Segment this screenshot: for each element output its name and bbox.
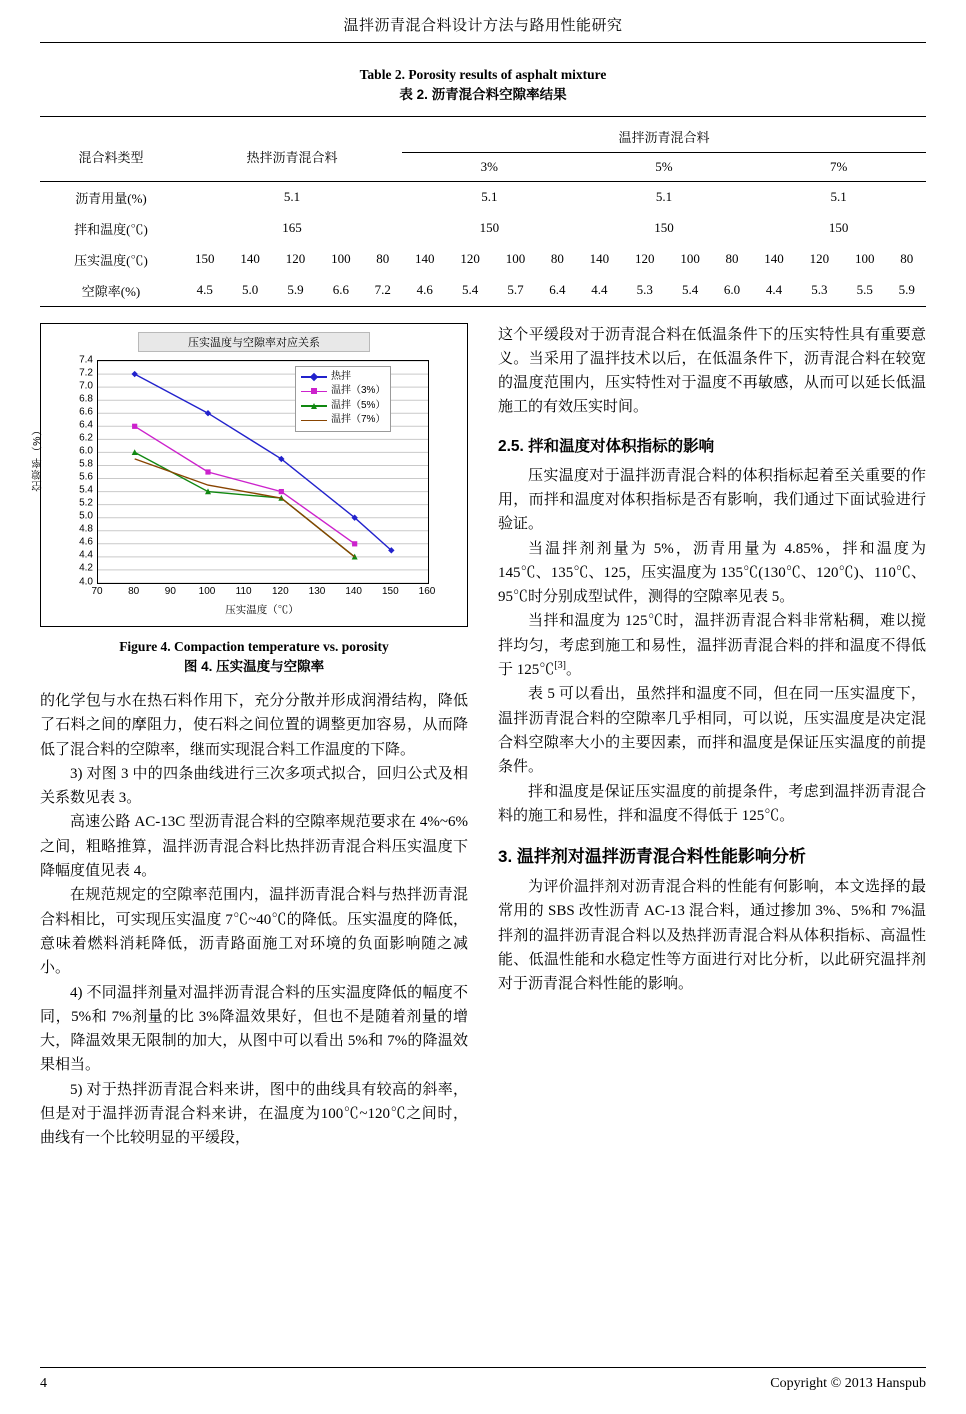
table-row: [40, 213, 926, 244]
cell: 5.5: [856, 282, 873, 297]
page-footer: [40, 1367, 926, 1392]
cell: 100: [331, 251, 351, 266]
cell: 80: [725, 251, 739, 266]
right-paragraph-6: 拌和温度是保证压实温度的前提条件，考虑到温拌沥青混合料的施工和易性，拌和温度不得低于 125℃。: [498, 783, 926, 824]
legend-label: 温拌（5%）: [331, 399, 386, 411]
cell-warm-3: 150: [479, 220, 500, 235]
table-caption-en: Table 2. Porosity results of asphalt mixture: [359, 67, 607, 82]
chart-y-tick: 6.4: [79, 419, 93, 431]
row-label-porosity: 空隙率(%): [81, 283, 141, 299]
cell: 4.4: [765, 282, 783, 297]
cell: 140: [240, 251, 260, 266]
cell: 80: [550, 251, 564, 266]
legend-swatch-icon: [301, 373, 327, 381]
cell-warm-5: 150: [654, 220, 674, 235]
legend-label: 热拌: [331, 370, 351, 382]
legend-swatch-icon: [301, 402, 327, 410]
cell: 5.4: [461, 282, 479, 297]
right-paragraph-4-tail: 。: [565, 662, 581, 679]
cell: 140: [589, 251, 610, 266]
cell-warm-3: 5.1: [481, 189, 498, 204]
chart-x-tick: 150: [381, 585, 399, 597]
chart-y-tick: 4.8: [79, 523, 93, 535]
cell-hot: 5.1: [283, 189, 301, 204]
chart-legend-item: [301, 370, 385, 385]
cell: 5.7: [507, 282, 524, 297]
chart-legend-item: [301, 384, 385, 399]
chart-title: 压实温度与空隙率对应关系: [138, 332, 370, 352]
chart-y-tick: 5.4: [79, 484, 93, 496]
chart-x-tick: 70: [91, 585, 103, 597]
cell: 140: [414, 251, 435, 266]
cell: 120: [285, 251, 306, 266]
header-warm-7: 7%: [829, 158, 848, 174]
cell: 5.0: [241, 282, 259, 297]
right-paragraph-3: 当温拌剂剂量为 5%，沥青用量为 4.85%，拌和温度为 145℃、135℃、125，压实温度为 135℃(130℃、120℃)、110℃、95℃时分别成型试件，测得的空隙率见表 5。: [498, 540, 926, 606]
chart-x-tick: 100: [198, 585, 216, 597]
cell: 4.5: [196, 282, 213, 297]
cell: 120: [460, 251, 480, 266]
cell: 5.9: [898, 282, 915, 297]
chart-y-tick: 4.4: [79, 549, 93, 561]
citation-ref-3: [3]: [554, 660, 566, 672]
right-paragraph-4: [498, 609, 926, 682]
table-caption-cn: 表 2. 沥青混合料空隙率结果: [399, 87, 567, 103]
legend-swatch-icon: [301, 416, 327, 424]
header-divider: [40, 42, 926, 43]
left-paragraph-6: 5) 对于热拌沥青混合料来讲，图中的曲线具有较高的斜率，但是对于温拌沥青混合料来讲，在温度为100℃~120℃之间时，曲线有一个比较明显的平缓段，: [40, 1081, 468, 1147]
chart-y-tick: 6.6: [79, 406, 93, 418]
chart-x-tick: 160: [418, 585, 436, 597]
figure-caption: [40, 637, 468, 678]
left-paragraph-5: 4) 不同温拌剂量对温拌沥青混合料的压实温度降低的幅度不同，5%和 7%剂量的比 3%降温效果好，但也不是随着剂量的增大，降温效果无限制的加大，从图中可以看出 5%和 7%的降温效果相当。: [40, 984, 468, 1074]
chart-y-tick: 7.4: [79, 354, 93, 365]
chart-legend: [295, 366, 391, 432]
chart-y-tick: 6.8: [79, 393, 93, 405]
table-row-compaction-temp: [40, 244, 926, 275]
chart-x-tick: 110: [235, 585, 252, 597]
right-paragraph-7: 为评价温拌剂对沥青混合料的性能有何影响，本文选择的最常用的 SBS 改性沥青 AC-13 混合料，通过掺加 3%、5%和 7%温拌剂的温拌沥青混合料以及热拌沥青混合料从体积指标、高温性能、低温性能和水稳定性等方面进行对比分析，以此研究温拌剂对于沥青混合料性能的影响。: [498, 879, 926, 993]
cell: 80: [376, 251, 390, 266]
right-paragraph-4-text: 当拌和温度为 125℃时，温拌沥青混合料非常粘稠，难以搅拌均匀，考虑到施工和易性，温拌沥青混合料的拌和温度不得低于 125℃: [498, 613, 926, 679]
chart-y-tick: 5.6: [79, 471, 93, 483]
chart-x-tick: 140: [345, 585, 362, 597]
cell: 140: [764, 251, 784, 266]
header-warm-5: 5%: [655, 158, 673, 174]
right-column: [498, 323, 926, 1151]
porosity-table: [40, 116, 926, 307]
figure-caption-en: Figure 4. Compaction temperature vs. porosity: [119, 638, 389, 654]
section-heading-3: 3. 温拌剂对温拌沥青混合料性能影响分析: [498, 847, 806, 867]
running-head: 温拌沥青混合料设计方法与路用性能研究: [343, 18, 623, 34]
legend-swatch-icon: [301, 387, 327, 395]
section-heading-2-5: 2.5. 拌和温度对体积指标的影响: [498, 437, 715, 455]
cell: 5.3: [811, 282, 828, 297]
cell: 5.4: [681, 282, 699, 297]
row-label-mixing-temp: 拌和温度(℃): [74, 221, 148, 237]
header-type-label: 混合料类型: [78, 150, 144, 165]
left-column: [31, 323, 468, 1151]
cell: 4.6: [416, 282, 433, 297]
left-paragraph-4: 在规范规定的空隙率范围内，温拌沥青混合料与热拌沥青混合料相比，可实现压实温度 7℃~40℃的降低。压实温度的降低，意味着燃料消耗降低，沥青路面施工对环境的负面影响随之减小。: [40, 887, 468, 977]
chart-y-tick: 6.2: [79, 432, 93, 444]
chart-y-tick: 7.0: [79, 380, 93, 392]
chart-y-tick: 5.2: [79, 497, 93, 509]
header-warm-mix: 温拌沥青混合料: [402, 116, 926, 152]
chart-y-axis-label: 空隙率（%）: [31, 423, 43, 492]
chart-x-tick: 130: [308, 585, 326, 597]
cell: 5.9: [287, 282, 304, 297]
left-paragraph-3: 高速公路 AC-13C 型沥青混合料的空隙率规范要求在 4%~6%之间，粗略推算，温拌沥青混合料比热拌沥青混合料压实温度下降幅度值见表 4。: [40, 814, 468, 880]
left-paragraph-1: 的化学包与水在热石料作用下，充分分散并形成润滑结构，降低了石料之间的摩阻力，使石料之间位置的调整更加容易，从而降低了混合料的空隙率，继而实现混合料工作温度的下降。: [40, 693, 468, 758]
table-caption: [40, 65, 926, 106]
chart-x-tick: 120: [271, 585, 289, 597]
chart-y-tick: 6.0: [79, 445, 93, 457]
row-label-binder: 沥青用量(%): [75, 190, 147, 206]
chart-x-tick: 80: [128, 585, 140, 597]
right-paragraph-1: 这个平缓段对于沥青混合料在低温条件下的压实特性具有重要意义。当采用了温拌技术以后，在低温条件下，沥青混合料在较宽的温度范围内，压实特性对于温度不再敏感，从而可以延长低温施工的有效压实时间。: [498, 326, 926, 416]
header-hot-mix: 热拌沥青混合料: [246, 150, 338, 165]
figure-4: [31, 323, 468, 627]
chart-legend-item: [301, 413, 385, 428]
chart-area: [31, 354, 463, 622]
chart-x-tick: 90: [164, 585, 176, 597]
table-row-porosity: [40, 275, 926, 307]
cell-warm-7: 5.1: [830, 189, 847, 204]
chart-y-tick: 4.0: [79, 576, 93, 587]
chart-y-tick: 5.0: [79, 510, 93, 522]
row-label-compaction-temp: 压实温度(℃): [74, 252, 148, 268]
cell: 120: [634, 251, 655, 266]
cell: 100: [505, 251, 526, 266]
cell: 5.3: [636, 282, 653, 297]
chart-x-axis-label: 压实温度（℃）: [225, 603, 299, 616]
cell-warm-7: 150: [828, 220, 849, 235]
cell: 80: [900, 251, 914, 266]
right-paragraph-5: 表 5 可以看出，虽然拌和温度不同，但在同一压实温度下，温拌沥青混合料的空隙率几乎相同，可以说，压实温度是决定混合料空隙率大小的主要因素，而拌和温度是保证压实温度的前提条件。: [498, 686, 926, 776]
cell: 150: [194, 251, 215, 266]
cell: 120: [809, 251, 830, 266]
table-header-row-1: [40, 116, 926, 152]
page-number: 4: [40, 1376, 47, 1391]
copyright-notice: Copyright © 2013 Hanspub: [770, 1376, 926, 1391]
chart-y-tick: 7.2: [79, 367, 93, 379]
cell: 4.4: [591, 282, 608, 297]
chart-y-tick: 4.6: [79, 536, 93, 548]
legend-label: 温拌（3%）: [331, 385, 386, 396]
header-warm-3: 3%: [480, 158, 498, 174]
cell: 6.4: [549, 282, 566, 297]
cell: 100: [680, 251, 700, 266]
cell-hot: 165: [282, 220, 302, 235]
right-paragraph-2: 压实温度对于温拌沥青混合料的体积指标起着至关重要的作用，而拌和温度对体积指标是否有影响，我们通过下面试验进行验证。: [498, 467, 926, 533]
cell-warm-5: 5.1: [655, 189, 673, 204]
table-row: [40, 181, 926, 213]
legend-label: 温拌（7%）: [331, 414, 386, 425]
left-paragraph-2: 3) 对图 3 中的四条曲线进行三次多项式拟合，回归公式及相关系数见表 3。: [40, 765, 468, 807]
chart-y-tick: 4.2: [79, 562, 93, 574]
cell: 7.2: [374, 282, 391, 297]
cell: 100: [854, 251, 875, 266]
content-columns: [31, 323, 926, 1151]
cell: 6.0: [723, 282, 741, 297]
figure-caption-cn: 图 4. 压实温度与空隙率: [183, 658, 325, 674]
chart-y-tick: 5.8: [79, 458, 93, 470]
chart-legend-item: [301, 399, 385, 414]
cell: 6.6: [332, 282, 349, 297]
